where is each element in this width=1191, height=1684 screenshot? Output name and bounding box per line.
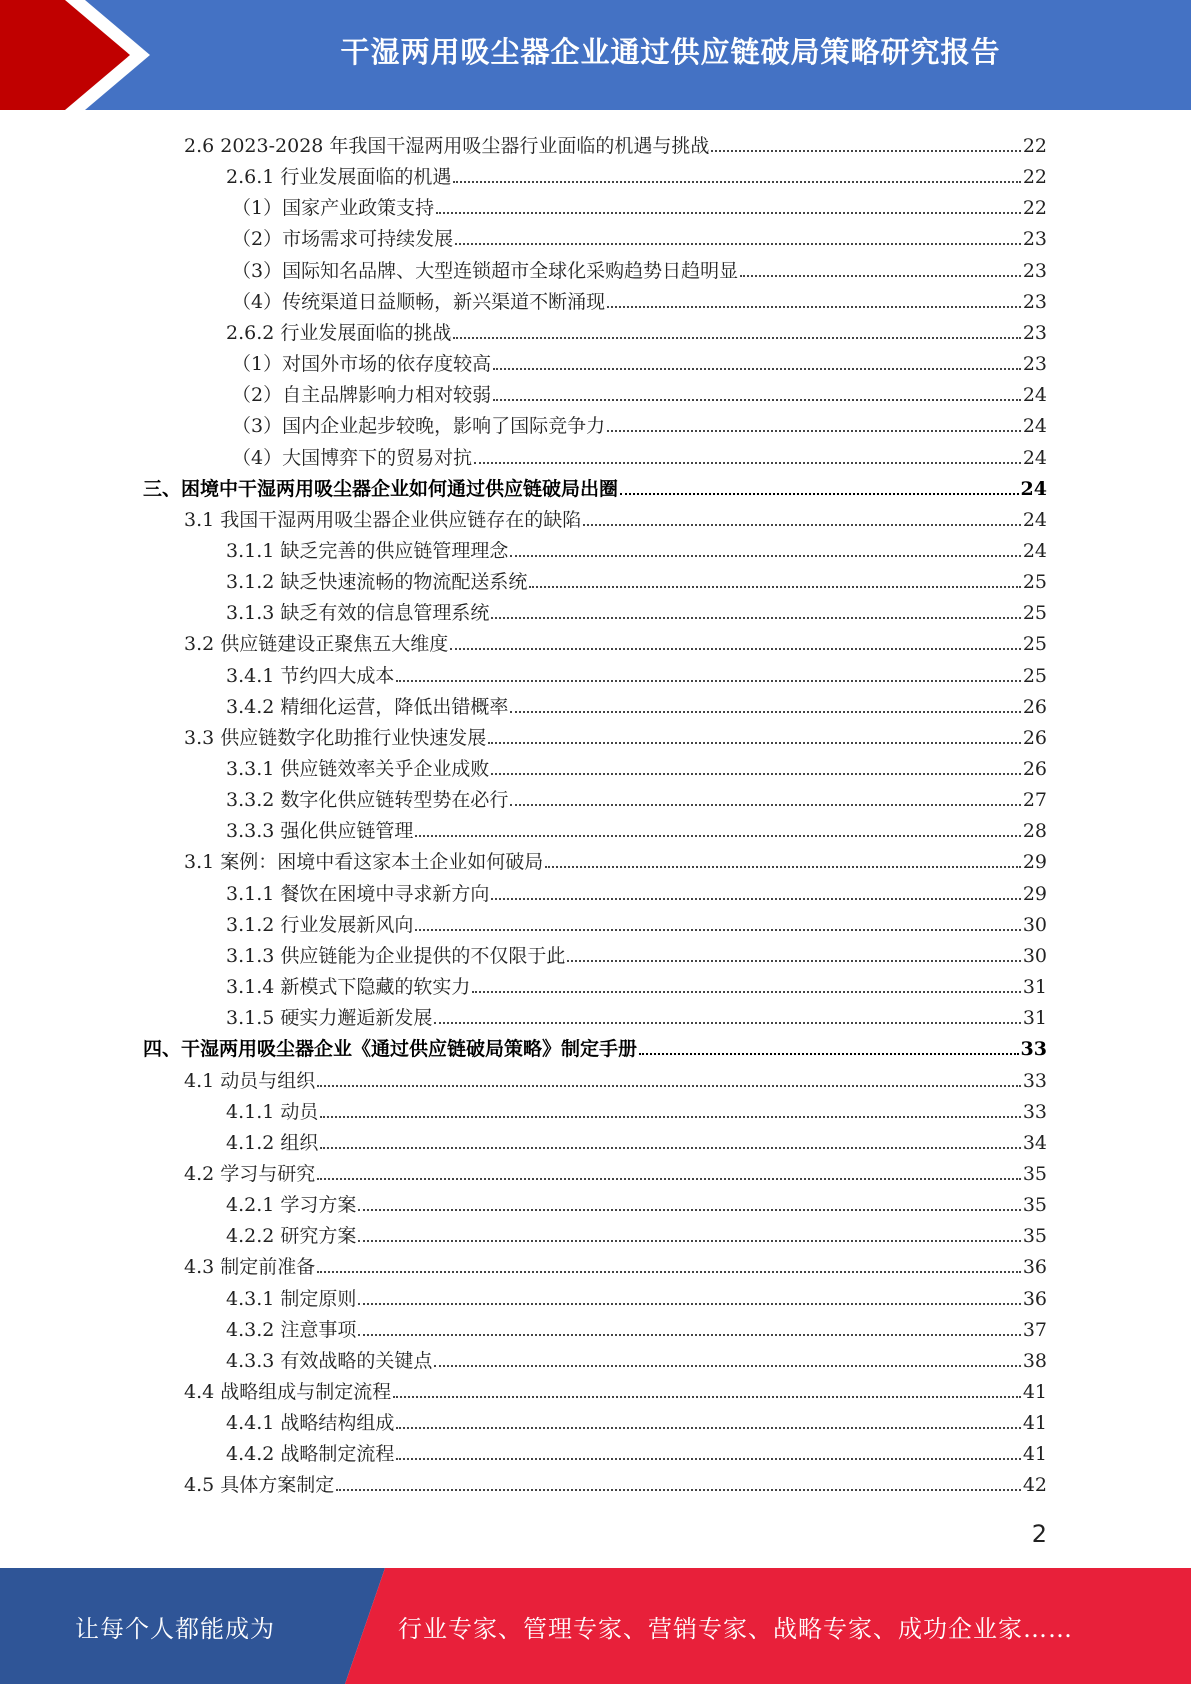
toc-entry-page: 41 bbox=[1022, 1443, 1047, 1466]
page-footer bbox=[0, 1568, 1191, 1684]
toc-dot-leader bbox=[320, 1147, 1020, 1149]
toc-entry[interactable] bbox=[184, 127, 1047, 158]
toc-entry-page: 41 bbox=[1022, 1412, 1047, 1435]
toc-entry-title: （1）国家产业政策支持 bbox=[232, 197, 435, 220]
toc-entry-title: 4.4.1 战略结构组成 bbox=[226, 1412, 395, 1435]
toc-entry-page: 27 bbox=[1022, 789, 1047, 812]
toc-entry-page: 25 bbox=[1022, 602, 1047, 625]
toc-entry[interactable] bbox=[226, 781, 1047, 812]
toc-entry-title: 3.3.1 供应链效率关乎企业成败 bbox=[226, 758, 490, 780]
toc-dot-leader bbox=[415, 835, 1020, 837]
toc-entry-title: 3.1.4 新模式下隐藏的软实力 bbox=[226, 976, 471, 999]
toc-dot-leader bbox=[567, 960, 1020, 962]
toc-entry[interactable] bbox=[226, 1124, 1047, 1155]
toc-dot-leader bbox=[358, 1209, 1020, 1211]
toc-entry-page: 35 bbox=[1022, 1194, 1047, 1217]
toc-entry-page: 31 bbox=[1022, 1007, 1047, 1030]
toc-entry[interactable] bbox=[232, 189, 1047, 220]
toc-entry-title: 3.1 我国干湿两用吸尘器企业供应链存在的缺陷 bbox=[184, 508, 582, 531]
toc-entry-title: （2）自主品牌影响力相对较弱 bbox=[232, 384, 492, 407]
toc-dot-leader bbox=[510, 711, 1020, 713]
toc-entry[interactable] bbox=[226, 1186, 1047, 1217]
toc-entry-page: 36 bbox=[1022, 1256, 1047, 1279]
toc-entry[interactable] bbox=[226, 594, 1047, 625]
toc-entry-title: 三、困境中干湿两用吸尘器企业如何通过供应链破局出圈 bbox=[143, 477, 619, 500]
toc-dot-leader bbox=[493, 368, 1021, 370]
toc-entry-title: 2.6.2 行业发展面临的挑战 bbox=[226, 321, 452, 344]
toc-entry[interactable] bbox=[184, 1155, 1047, 1186]
toc-dot-leader bbox=[607, 306, 1021, 308]
toc-entry[interactable] bbox=[226, 1217, 1047, 1248]
toc-dot-leader bbox=[317, 1085, 1021, 1087]
toc-dot-leader bbox=[336, 1489, 1021, 1491]
toc-entry-page: 42 bbox=[1022, 1474, 1047, 1497]
toc-entry[interactable] bbox=[226, 1404, 1047, 1435]
toc-entry[interactable] bbox=[184, 1062, 1047, 1093]
toc-entry-title: 4.3 制定前准备 bbox=[184, 1256, 316, 1279]
toc-entry-page: 25 bbox=[1022, 633, 1047, 656]
toc-entry-page: 30 bbox=[1022, 913, 1047, 936]
toc-entry-title: （4）传统渠道日益顺畅，新兴渠道不断涌现 bbox=[232, 290, 606, 313]
toc-entry-page: 25 bbox=[1022, 571, 1047, 594]
toc-entry-page: 22 bbox=[1022, 197, 1047, 220]
toc-entry[interactable] bbox=[232, 252, 1047, 283]
toc-dot-leader bbox=[436, 212, 1021, 214]
toc-dot-leader bbox=[639, 1053, 1019, 1055]
toc-entry-page: 24 bbox=[1020, 477, 1047, 500]
toc-entry-page: 38 bbox=[1022, 1349, 1047, 1372]
toc-entry-title: （2）市场需求可持续发展 bbox=[232, 228, 454, 251]
page-number: 2 bbox=[1031, 1520, 1047, 1548]
toc-entry[interactable] bbox=[226, 750, 1047, 781]
toc-entry-page: 31 bbox=[1022, 976, 1047, 999]
toc-dot-leader bbox=[434, 1365, 1020, 1367]
toc-entry-title: 3.1.3 供应链能为企业提供的不仅限于此 bbox=[226, 944, 566, 967]
toc-entry-title: 3.1.3 缺乏有效的信息管理系统 bbox=[226, 602, 490, 625]
toc-entry-title: 3.4.2 精细化运营，降低出错概率 bbox=[226, 695, 509, 718]
toc-entry-title: 四、干湿两用吸尘器企业《通过供应链破局策略》制定手册 bbox=[143, 1038, 638, 1061]
toc-dot-leader bbox=[510, 804, 1020, 806]
toc-entry[interactable] bbox=[226, 1311, 1047, 1342]
toc-entry-title: （3）国际知名品牌、大型连锁超市全球化采购趋势日趋明显 bbox=[232, 259, 739, 282]
toc-dot-leader bbox=[620, 493, 1019, 495]
toc-entry-title: 4.2.2 研究方案 bbox=[226, 1225, 357, 1248]
toc-entry-title: 4.1 动员与组织 bbox=[184, 1069, 316, 1092]
toc-entry-page: 41 bbox=[1022, 1381, 1047, 1403]
toc-entry-title: 3.3.3 强化供应链管理 bbox=[226, 820, 414, 843]
toc-dot-leader bbox=[450, 648, 1021, 650]
toc-entry-title: 4.1.2 组织 bbox=[226, 1131, 319, 1154]
toc-entry[interactable] bbox=[232, 283, 1047, 314]
toc-entry-title: 4.1.1 动员 bbox=[226, 1100, 319, 1123]
toc-entry-page: 35 bbox=[1022, 1162, 1047, 1185]
toc-entry[interactable] bbox=[226, 937, 1047, 968]
toc-entry-page: 24 bbox=[1022, 446, 1047, 469]
toc-entry-title: 3.2 供应链建设正聚焦五大维度 bbox=[184, 633, 449, 656]
toc-entry[interactable] bbox=[226, 532, 1047, 563]
toc-entry[interactable] bbox=[232, 407, 1047, 438]
toc-entry-title: 4.3.3 有效战略的关键点 bbox=[226, 1349, 433, 1372]
toc-dot-leader bbox=[583, 524, 1021, 526]
toc-entry-page: 23 bbox=[1022, 290, 1047, 313]
toc-entry-page: 24 bbox=[1022, 415, 1047, 438]
toc-entry[interactable] bbox=[226, 314, 1047, 345]
toc-entry[interactable] bbox=[184, 501, 1047, 532]
toc-entry-page: 23 bbox=[1022, 228, 1047, 251]
toc-entry-page: 37 bbox=[1022, 1318, 1047, 1341]
toc-entry-page: 28 bbox=[1022, 820, 1047, 843]
toc-dot-leader bbox=[474, 462, 1021, 464]
toc-dot-leader bbox=[415, 929, 1020, 931]
toc-dot-leader bbox=[317, 1178, 1021, 1180]
toc-dot-leader bbox=[711, 150, 1020, 152]
toc-entry-title: 4.4.2 战略制定流程 bbox=[226, 1443, 395, 1466]
toc-entry-title: 3.1.1 缺乏完善的供应链管理理念 bbox=[226, 539, 509, 562]
toc-entry-title: 4.3.2 注意事项 bbox=[226, 1318, 357, 1341]
toc-entry[interactable] bbox=[184, 1466, 1047, 1497]
toc-entry-title: 2.6 2023-2028 年我国干湿两用吸尘器行业面临的机遇与挑战 bbox=[184, 135, 710, 157]
toc-dot-leader bbox=[491, 617, 1020, 619]
toc-dot-leader bbox=[358, 1240, 1020, 1242]
toc-dot-leader bbox=[455, 243, 1021, 245]
footer-slogan-left: 让每个人都能成为 bbox=[75, 1614, 275, 1643]
toc-entry-page: 29 bbox=[1022, 882, 1047, 905]
toc-entry-title: 4.2 学习与研究 bbox=[184, 1162, 316, 1185]
toc-entry-page: 33 bbox=[1022, 1100, 1047, 1123]
toc-entry[interactable] bbox=[232, 376, 1047, 407]
toc-dot-leader bbox=[488, 742, 1021, 744]
toc-entry-page: 22 bbox=[1022, 135, 1047, 157]
toc-entry[interactable] bbox=[184, 625, 1047, 656]
toc-entry[interactable] bbox=[226, 1093, 1047, 1124]
toc-entry-page: 33 bbox=[1020, 1038, 1047, 1061]
toc-dot-leader bbox=[396, 680, 1020, 682]
toc-dot-leader bbox=[607, 430, 1021, 432]
toc-dot-leader bbox=[358, 1334, 1020, 1336]
toc-entry[interactable] bbox=[226, 1280, 1047, 1311]
page-header bbox=[0, 0, 1191, 110]
toc-entry[interactable] bbox=[226, 875, 1047, 906]
toc-entry-title: 4.2.1 学习方案 bbox=[226, 1194, 357, 1217]
toc-entry-title: 3.1 案例：困境中看这家本土企业如何破局 bbox=[184, 851, 544, 874]
toc-entry-page: 26 bbox=[1022, 726, 1047, 749]
toc-entry-title: 4.5 具体方案制定 bbox=[184, 1474, 335, 1497]
toc-dot-leader bbox=[393, 1396, 1021, 1398]
toc-entry-title: 3.1.2 行业发展新风向 bbox=[226, 913, 414, 936]
toc-dot-leader bbox=[434, 1022, 1020, 1024]
toc-dot-leader bbox=[529, 586, 1020, 588]
toc-dot-leader bbox=[740, 275, 1021, 277]
toc-dot-leader bbox=[317, 1271, 1021, 1273]
toc-entry[interactable] bbox=[232, 345, 1047, 376]
toc-entry-title: 4.4 战略组成与制定流程 bbox=[184, 1381, 392, 1403]
toc-entry-title: 3.4.1 节约四大成本 bbox=[226, 664, 395, 687]
toc-entry[interactable] bbox=[184, 1248, 1047, 1279]
toc-entry-page: 22 bbox=[1022, 166, 1047, 189]
toc-entry[interactable] bbox=[226, 999, 1047, 1030]
toc-entry-page: 25 bbox=[1022, 664, 1047, 687]
toc-entry[interactable] bbox=[226, 968, 1047, 999]
toc-entry[interactable] bbox=[184, 719, 1047, 750]
toc-entry[interactable] bbox=[226, 688, 1047, 719]
toc-dot-leader bbox=[396, 1427, 1020, 1429]
toc-entry-page: 24 bbox=[1022, 508, 1047, 531]
toc-entry-title: （1）对国外市场的依存度较高 bbox=[232, 353, 492, 376]
toc-entry-title: 3.3 供应链数字化助推行业快速发展 bbox=[184, 726, 487, 749]
toc-entry[interactable] bbox=[226, 657, 1047, 688]
toc-dot-leader bbox=[320, 1116, 1020, 1118]
toc-entry-title: 3.1.1 餐饮在困境中寻求新方向 bbox=[226, 882, 490, 905]
toc-entry-page: 24 bbox=[1022, 384, 1047, 407]
toc-entry-title: 2.6.1 行业发展面临的机遇 bbox=[226, 166, 452, 189]
toc-entry-page: 26 bbox=[1022, 695, 1047, 718]
toc-entry[interactable] bbox=[226, 1342, 1047, 1373]
report-title: 干湿两用吸尘器企业通过供应链破局策略研究报告 bbox=[340, 34, 1001, 69]
toc-dot-leader bbox=[358, 1303, 1020, 1305]
toc-entry-page: 23 bbox=[1022, 321, 1047, 344]
toc-dot-leader bbox=[453, 181, 1020, 183]
toc-entry-page: 29 bbox=[1022, 851, 1047, 874]
toc-entry[interactable] bbox=[226, 1435, 1047, 1466]
toc-dot-leader bbox=[453, 337, 1020, 339]
toc-entry[interactable] bbox=[226, 906, 1047, 937]
toc-entry-page: 23 bbox=[1022, 259, 1047, 282]
toc-entry-title: （4）大国博弈下的贸易对抗 bbox=[232, 446, 473, 469]
toc-dot-leader bbox=[545, 866, 1021, 868]
toc-dot-leader bbox=[491, 898, 1020, 900]
toc-dot-leader bbox=[493, 399, 1021, 401]
toc-entry-page: 23 bbox=[1022, 353, 1047, 376]
toc-entry-page: 30 bbox=[1022, 944, 1047, 967]
toc-entry-title: （3）国内企业起步较晚，影响了国际竞争力 bbox=[232, 415, 606, 438]
toc-dot-leader bbox=[510, 555, 1020, 557]
toc-entry-page: 35 bbox=[1022, 1225, 1047, 1248]
toc-entry-title: 3.1.2 缺乏快速流畅的物流配送系统 bbox=[226, 571, 528, 594]
toc-entry[interactable] bbox=[232, 439, 1047, 470]
toc-dot-leader bbox=[472, 991, 1020, 993]
toc-entry-page: 26 bbox=[1022, 758, 1047, 780]
toc-entry-page: 34 bbox=[1022, 1131, 1047, 1154]
toc-entry[interactable] bbox=[184, 843, 1047, 874]
toc-entry-title: 3.1.5 硬实力邂逅新发展 bbox=[226, 1007, 433, 1030]
toc-entry[interactable] bbox=[143, 470, 1047, 501]
toc-entry[interactable] bbox=[143, 1030, 1047, 1061]
toc-entry-title: 4.3.1 制定原则 bbox=[226, 1287, 357, 1310]
toc-entry[interactable] bbox=[232, 220, 1047, 251]
header-chevron-decoration bbox=[0, 0, 160, 110]
toc-entry-title: 3.3.2 数字化供应链转型势在必行 bbox=[226, 789, 509, 812]
toc-entry[interactable] bbox=[226, 158, 1047, 189]
footer-slogan-right: 行业专家、管理专家、营销专家、战略专家、成功企业家…… bbox=[398, 1614, 1073, 1643]
toc-dot-leader bbox=[396, 1458, 1020, 1460]
toc-entry[interactable] bbox=[226, 812, 1047, 843]
toc-entry-page: 33 bbox=[1022, 1069, 1047, 1092]
toc-entry[interactable] bbox=[226, 563, 1047, 594]
toc-entry[interactable] bbox=[184, 1373, 1047, 1404]
toc-entry-page: 24 bbox=[1022, 539, 1047, 562]
toc-entry-page: 36 bbox=[1022, 1287, 1047, 1310]
toc-dot-leader bbox=[491, 773, 1020, 775]
